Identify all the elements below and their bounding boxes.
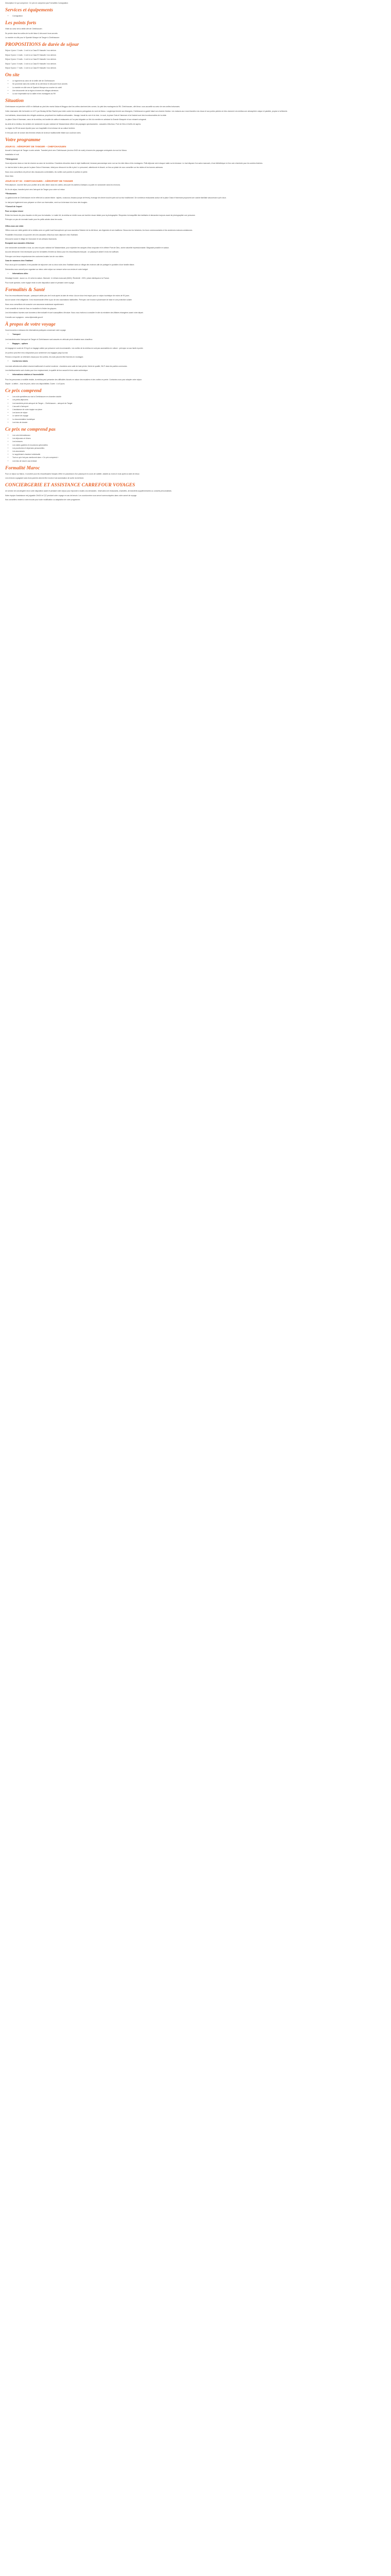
day1-extra: Nous vous conseillons de prévoir des chaussures confortables, les ruelles sont pavées et parfois en pente. [5, 171, 88, 173]
bagages-extra: Un porteur peut être mis à disposition pour acheminer vos bagages jusqu'au riad. [5, 351, 69, 354]
propositions-title: PROPOSITIONS de durée de séjour [5, 42, 79, 48]
restaurants-extra: Le riad peut également vous préparer un dîner sur réservation, servi sur la terrasse à la lueur des bougies. [5, 201, 88, 204]
access-text: Pour les personnes à mobilité réduite, la médina peut présenter des difficultés d'accès en raison des escaliers et des ruelles en pente. Contactez-nous pour adapter votre séjour. [5, 378, 142, 381]
list-item: • Consignation [12, 15, 386, 18]
services-list [5, 15, 386, 18]
page [0, 0, 391, 509]
situation-title: Situation [5, 98, 24, 104]
list-item: • Bagages – options [12, 343, 386, 345]
list-item: • La vue imprenable sur la vallée et les montagnes du Rif [12, 93, 386, 95]
onsite-title: On site [5, 73, 20, 78]
chamber-label: Casa de vacances chez l'habitant [5, 259, 33, 262]
prix-comprend-title: Ce prix comprend [5, 388, 42, 394]
list-item: • L'accueil à l'aéroport [12, 405, 386, 408]
apropos-title: À propos de votre voyage [5, 322, 56, 328]
formalites-para: Nous vous conseillons de souscrire une assurance assistance rapatriement. [5, 303, 64, 306]
list-item: • Les nuits spécifiées au riad à Chefchaouen en chambre double [12, 396, 386, 398]
list-item: • Les vols internationaux [12, 434, 386, 437]
formalites-para: Les informations fournies sont données à titre indicatif et sont susceptibles d'évoluer. Nous vous invitons à consulter le site du ministère des Affaires étrangères avant votre départ. [5, 312, 144, 314]
conseil-label: **Conseil de l'expert [5, 206, 22, 208]
list-item: • La documentation touristique [12, 418, 386, 421]
formalites-para: Aucun vaccin n'est obligatoire. Il est recommandé d'être à jour de ses vaccinations habituelles. Prévoyez une trousse à pharmacie de base et une protection solaire. [5, 299, 133, 301]
bagages-extra: Pensez à emporter un vêtement chaud pour les soirées, les nuits peuvent être fraîches en montagne. [5, 356, 84, 358]
list-item: • Informations relatives à l'accessibilité [12, 374, 386, 376]
list-item: • Tout ce qui n'est pas mentionné dans « Ce prix comprend » [12, 456, 386, 459]
formalite-maroc-title: Formalité Maroc [5, 465, 40, 471]
list-item: • Les frais de dossier [12, 421, 386, 424]
infos-list [5, 273, 386, 275]
list-item: • La montée en ville vers le Spanish Mosque au coucher du soleil [12, 87, 386, 89]
day1-title: JOUR 01 : AÉROPORT DE TANGER – CHEFCHAOUEN [5, 145, 66, 148]
conciergerie-para: Un service de conciergerie est à votre disposition avant et pendant votre séjour pour répondre à toutes vos demandes : réservation de restaurants, d'activités, de transferts supplémentaires ou conseils personnalisés. [5, 490, 172, 493]
onsite-list [5, 80, 386, 95]
proposition-line: Séjour 5 jours / 4 nuits : 1 nuit à La Casa El Hassafe / nos séniors [5, 54, 56, 56]
day2-title: JOUR 02 ET 03 : CHEFCHAOUEN – AÉROPORT DE TANGER [5, 180, 73, 183]
conciergerie-title: CONCIERGERIE ET ASSISTANCE CARREFOUR VOYAGES [5, 483, 135, 488]
forts-title: Les points forts [5, 21, 37, 26]
proposition-line: Séjour 4 jours / 3 nuits : 1 nuit à La Casa El Hassafe / nos séniors [5, 49, 56, 52]
situation-para: Cette charmante ville fut fondée en 1471 par Moulay Ali Ben Rachid pour lutter contre les invasions portugaises du nord du Maroc. Longtemps fermée aux étrangers, Chefchaouen a gardé intact son charme d'antan. Les maisons aux murs blanchis à la chaux et aux portes peintes en bleu donnent à la médina une atmosphère unique et paisible, propice à la flânerie. [5, 110, 288, 112]
programme-title: Votre programme [5, 137, 41, 143]
list-item: • Se promener dans les ruelles de la cité bleue et découvrir leurs secrets [12, 83, 386, 86]
access-list [5, 374, 386, 376]
conciergerie-para: Notre équipe d'assistance est joignable 24h/24 et 7j/7 pendant votre voyage en cas de besoin. Les coordonnées vous seront communiquées dans votre carnet de voyage. [5, 494, 137, 497]
apropos-intro: Vous trouverez ci-dessous les informations pratiques concernant votre voyage. [5, 329, 67, 332]
list-item: • Les pourboires et dépenses personnelles [12, 447, 386, 450]
formalite-maroc-para: Pour un séjour au Maroc, il convient pour les ressortissants français d'être en possession d'un passeport en cours de validité, valable au moins 6 mois après la date de retour. [5, 472, 140, 475]
list-item: • Les visites guidées et excursions optionnelles [12, 444, 386, 447]
list-item: • Les assurances [12, 450, 386, 453]
forts-line: Visite au cœur de la vieille cité de Chefchaouen [5, 28, 42, 30]
transport-text: Les transferts entre l'aéroport de Tanger et Chefchaouen sont assurés en véhicule privé climatisé avec chauffeur. [5, 338, 93, 341]
hebergement-label: **Hébergement [5, 158, 18, 160]
infos-extra: Pour toute question, notre équipe reste à votre disposition avant et pendant votre voyage. [5, 281, 75, 284]
day1-extra: Le riad est situé à deux pas de la place Outa el Hammam, idéal pour découvrir la ville à pied. Le personnel, attentionné et discret, se fera un plaisir de vous conseiller sur les visites et les bonnes adresses. [5, 166, 164, 169]
list-item: • Le carnet de voyage [12, 415, 386, 417]
activites-extra: Prévoyez une tenue respectueuse des coutumes locales lors de vos visites. [5, 255, 64, 258]
list-item: • Le logement au cœur de la vieille cité de Chefchaouen [12, 80, 386, 82]
list-item: • Les taxes de séjour [12, 412, 386, 414]
formalites-para: Il est conseillé de boire de l'eau en bouteille et d'éviter les glaçons. [5, 308, 57, 310]
list-item: • Le supplément chambre individuelle [12, 453, 386, 456]
prix-comprend-list [5, 396, 386, 424]
chamber-text: Pour ceux qui le souhaitent, il est possible de séjourner une ou deux nuits chez l'habitant dans un village des environs afin de partager le quotidien d'une famille rifaine. [5, 264, 135, 266]
hebergement-text: Vous séjournez dans un riad de charme au cœur de la médina. Chambres décorées dans le style traditionnel, terrasse panoramique avec vue sur les toits bleus et les montagnes. Petit-déjeuner servi chaque matin sur la terrasse. Le riad dispose d'un salon marocain, d'une bibliothèque et d'un coin cheminée pour les soirées fraîches. [5, 162, 263, 164]
conciergerie-para: Nos conseillers restent à votre écoute pour toute modification ou adaptation de votre programme. [5, 499, 80, 501]
restaurants-label: **Restaurants [5, 193, 17, 195]
day2-para: Petit-déjeuner. Journée libre pour profiter de la ville, flâner dans les ruelles, découvrir les ateliers d'artisans ou partir en randonnée dans les environs. [5, 184, 121, 187]
situation-para: Chefchaouen est perchée à 600 m d'altitude au pied des monts Kalaa et Meggou dont les crêtes dominent des cornes. Au pied des montagnes du Rif, Chefchaouen, cité bleue, vous accueille au cœur de ses ruelles tortueuses. [5, 106, 180, 108]
prix-ne-comprend-title: Ce prix ne comprend pas [5, 427, 56, 432]
list-item: • Les petits-déjeuners [12, 399, 386, 401]
confort-text: Les riads sélectionnés allient charme traditionnel et confort moderne : chambres avec salle de bain privée, literie de qualité, Wi-Fi dans les parties communes. [5, 365, 128, 367]
bagages-list [5, 343, 386, 345]
bagages-text: Un bagage en soute de 20 kg et un bagage cabine par personne sont recommandés. Les ruelles de la médina ne sont pas accessibles en voiture : prévoyez un sac facile à porter. [5, 347, 144, 350]
restaurants-text: La gastronomie de Chefchaouen est le reflet de la cuisine rifaine : tajines, couscous, bissara (soupe de fèves), fromage de chèvre local et pain cuit au four traditionnel. De nombreux restaurants autour de la place Outa el Hammam proposent une cuisine familiale savoureuse à prix doux. [5, 197, 226, 199]
list-item: • Les boissons [12, 440, 386, 443]
activites-para: Possibilité d'excursion à la journée vers les cascades d'Akchour avec déjeuner chez l'habitant. [5, 233, 78, 236]
situation-para: Il n'est pas rare de croiser des femmes vêtues de la tenue traditionnelle rifaine aux couleurs vives. [5, 131, 82, 134]
day2-para: En fin de séjour, transfert privé vers l'aéroport de Tanger pour votre vol retour. [5, 188, 66, 191]
list-item: • Informations utiles [12, 273, 386, 275]
day1-para: Installation et nuit. [5, 154, 20, 156]
transport-list [5, 333, 386, 336]
list-item: • Confort des hôtels [12, 360, 386, 363]
formalite-maroc-para: Les mineurs voyageant sans leurs parents doivent être munis d'une autorisation de sortie du territoire. [5, 477, 84, 480]
prix-ne-comprend-list [5, 434, 386, 463]
day1-para: Accueil à l'aéroport de Tanger à votre arrivée. Transfert privé vers Chefchaouen (environ 2h30 de route) à travers les paysages verdoyants du nord du Maroc. [5, 149, 127, 151]
escapade-text: Une randonnée accessible à tous, au cœur du parc national de Talassemtane, pour rejoindre les vasques d'eau turquoise et le célèbre Pont de Dieu, arche naturelle impressionnante. Baignade possible en saison. [5, 246, 170, 249]
activites-para: Découvrez aussi le village de Ouezzane et ses artisans tisserands. [5, 238, 57, 240]
situation-para: La région du Rif est aussi réputée pour son hospitalité et la richesse de sa culture berbère. [5, 127, 75, 130]
escapade-label: Escapade aux cascades d'Akchour [5, 242, 35, 245]
list-item: • L'assistance de notre équipe sur place [12, 409, 386, 411]
services-title: Services et équipements [5, 8, 53, 13]
intro-line: Description Ce qui comprend : Ce prix ne comprend pas Formalités Consignation [5, 2, 68, 4]
conseil-title: Pour un séjour réussi [5, 210, 23, 212]
situation-para: Au-delà de la médina, les sentiers de randonnée du parc national de Talassemtane offrent des paysages spectaculaires : cascades d'Akchour, Pont de Dieu et forêts de sapins. [5, 123, 141, 125]
conseil-text: Évitez les heures les plus chaudes en été pour les balades. Le matin tôt, la médina se révèle sous une lumière douce idéale pour la photographie. Respectez la tranquillité des habitants et demandez toujours avant de photographier une personne. [5, 214, 196, 216]
confort-list [5, 360, 386, 363]
list-item: • Les transferts privés aéroport de Tanger – Chefchaouen – aéroport de Tanger [12, 402, 386, 405]
proposition-line: Séjour 7 jours / 6 nuits : 1 nuit à La Casa El Hassafe / nos séniors [5, 62, 56, 65]
list-item: • Les frais de visa le cas échéant [12, 460, 386, 463]
forts-line: La montée en ville pour le Spanish Mosque de Tanger à Chefchaouen [5, 37, 59, 39]
forts-line: Se perdre dans les ruelles de la cité bleue & découvrir leurs secrets [5, 32, 58, 35]
situation-para: Les habitants, descendants des réfugiés andalous, perpétuent les traditions artisanales : tissage, travail du cuir et du bois. Le souk, la place Outa el Hammam et la Kasbah sont des incontournables de la visite. [5, 114, 167, 116]
formalites-title: Formalités & Santé [5, 287, 45, 293]
day1-extra: Dîner libre. [5, 175, 14, 178]
activites-title: Offrez-vous une visite [5, 225, 24, 227]
chamber-extra: Demandez-nous conseil pour organiser au mieux votre séjour sur mesure selon vos envies et votre budget. [5, 268, 88, 270]
proposition-line: Séjour 8 jours / 7 nuits : 1 nuit à La Casa El Hassafe / nos séniors [5, 66, 56, 69]
activites-extra: Aucune démarche n'est nécessaire pour les formalités d'entrée au Maroc pour les ressortissants français : un passeport valide 6 mois est suffisant. [5, 251, 119, 253]
list-item: • Les déjeuners et dîners [12, 437, 386, 440]
infos-text: Décalage horaire : aucun ou -1h selon la saison. Monnaie : le dirham marocain (MAD). Électricité : 220V, prises identiques à la France. [5, 277, 110, 280]
situation-para: La place Outa el Hammam, cœur de la médina, est bordée de cafés et restaurants où l'on peut déguster un thé à la menthe en admirant la Grande Mosquée et son minaret octogonal. [5, 118, 146, 121]
activites-para: Offrez-vous une visite guidée de la médina avec un guide local francophone qui vous racontera l'histoire de la cité bleue, ses légendes et ses traditions. Découvrez les fontaines, les fours communautaires et les anciennes maisons andalouses. [5, 229, 193, 232]
confort-extra: Les établissements sont choisis pour leur emplacement, la qualité de leur accueil et leur cadre authentique. [5, 369, 88, 371]
formalites-link[interactable]: Conseils aux voyageurs : www.diplomatie.gouv.fr [5, 316, 43, 318]
depart-text: Départ : à définir – tous les jours, selon vos disponibilités. Durée : 4 à 8 jours. [5, 382, 66, 385]
formalites-para: Pour les ressortissants français : passeport valide plus de 6 mois après la date de retour. Aucun visa n'est requis pour un séjour touristique de moins de 90 jours. [5, 294, 130, 297]
list-item: • Une découverte de la région à travers les villages alentours [12, 90, 386, 92]
conseil-extra: Prévoyez un peu de monnaie locale pour les petits achats dans les souks. [5, 218, 63, 221]
proposition-line: Séjour 6 jours / 5 nuits : 1 nuit à La Casa El Hassafe / nos séniors [5, 58, 56, 61]
list-item: • Transport [12, 333, 386, 336]
